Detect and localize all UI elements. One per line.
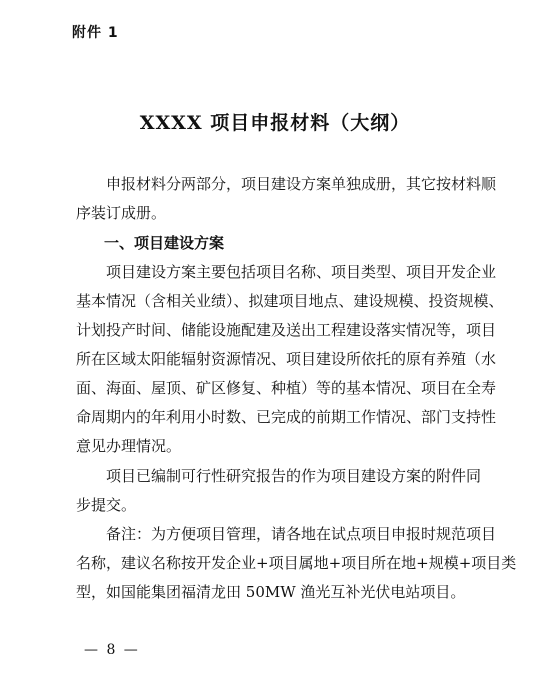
section-heading: 一、项目建设方案 [104, 234, 225, 252]
feasibility-line: 项目已编制可行性研究报告的作为项目建设方案的附件同 [106, 467, 482, 485]
note-line: 名称，建议名称按开发企业+项目属地+项目所在地+规模+项目类 [76, 554, 517, 572]
section1-line: 面、海面、屋顶、矿区修复、种植）等的基本情况、项目在全寿 [76, 379, 497, 397]
section1-line: 项目建设方案主要包括项目名称、项目类型、项目开发企业 [106, 263, 497, 281]
intro-paragraph [76, 170, 497, 228]
note-paragraph [76, 520, 517, 607]
section1-line: 所在区域太阳能辐射资源情况、项目建设所依托的原有养殖（水 [76, 350, 497, 368]
feasibility-paragraph [76, 462, 482, 520]
page-number: — 8 — [84, 642, 140, 658]
section1-paragraph [76, 258, 504, 461]
section1-line: 命周期内的年利用小时数、已完成的前期工作情况、部门支持性 [76, 408, 497, 426]
note-line: 型，如国能集团福清龙田 50MW 渔光互补光伏电站项目。 [76, 583, 466, 601]
intro-line: 申报材料分两部分，项目建设方案单独成册，其它按材料顺 [106, 175, 497, 193]
intro-line: 序装订成册。 [76, 204, 167, 222]
feasibility-line: 步提交。 [76, 496, 137, 514]
attachment-label: 附件 1 [72, 25, 119, 41]
section1-line: 基本情况（含相关业绩）、拟建项目地点、建设规模、投资规模、 [76, 292, 504, 310]
document-title: XXXX 项目申报材料（大纲） [139, 112, 411, 134]
section1-line: 计划投产时间、储能设施配建及送出工程建设落实情况等，项目 [76, 321, 497, 339]
section1-line: 意见办理情况。 [76, 437, 182, 455]
note-line: 备注：为方便项目管理，请各地在试点项目申报时规范项目 [106, 525, 497, 543]
